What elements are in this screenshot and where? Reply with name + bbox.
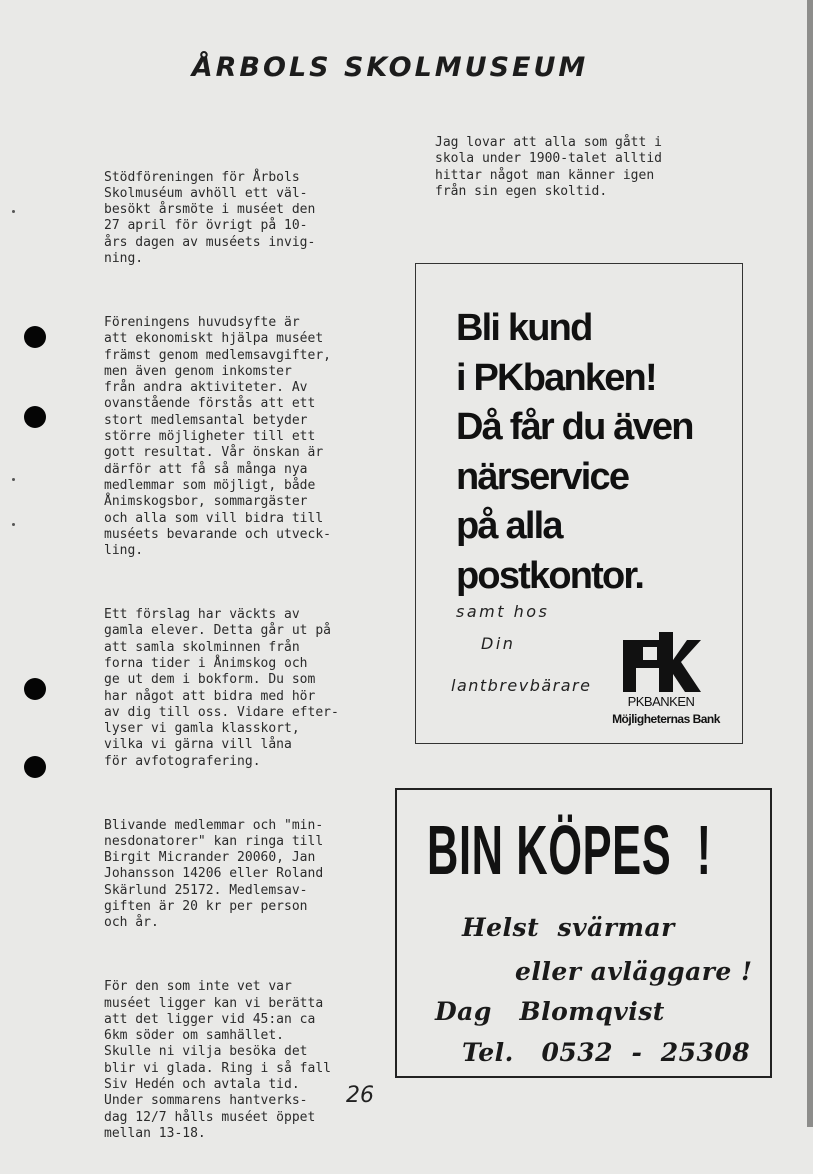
bin-kopes-ad bbox=[395, 788, 772, 1078]
bin-line-eller: eller avläggare ! bbox=[515, 957, 753, 986]
pkbanken-brand: PKBANKEN bbox=[627, 694, 695, 709]
page-title: ÅRBOLS SKOLMUSEUM bbox=[191, 52, 589, 83]
paragraph-annual-meeting: Stödföreningen för Årbols Skolmuséum avhöll ett väl- besökt årsmöte i muséet den 27 april för övrigt på 10- års dagen av muséets invig- ning. bbox=[104, 169, 316, 267]
handwritten-din: Din bbox=[481, 634, 516, 653]
pkbanken-logo-icon bbox=[621, 632, 701, 692]
right-column-text: Jag lovar att alla som gått i skola under 1900-talet alltid hittar något man känner igen från sin egen skoltid. bbox=[435, 135, 662, 199]
punch-hole-2 bbox=[24, 406, 46, 428]
speck bbox=[12, 478, 15, 481]
paragraph-purpose: Föreningens huvudsyfte är att ekonomiskt hjälpa muséet främst genom medlemsavgifter, men även genom inkomster från andra aktiviteter. Av ovanstående förstås att ett stort medlemsantal betyder större möjligheter till ett gott resultat. Vår önskan är därför att få så många nya medlemmar som möjligt, både Ånimskogsbor, sommargäster och alla som vill bidra till muséets bevarande och utveck- ling. bbox=[104, 314, 331, 559]
left-column bbox=[104, 137, 404, 1174]
bin-line-helst: Helst svärmar bbox=[462, 913, 675, 942]
page-edge bbox=[807, 0, 813, 1127]
punch-hole-4 bbox=[24, 756, 46, 778]
paragraph-proposal: Ett förslag har väckts av gamla elever. Detta går ut på att samla skolminnen från forna tider i Ånimskog och ge ut dem i bokform. Du som har något att bidra med hör av dig till oss. Vidare efter- lyser vi gamla klasskort, vilka vi gärna vill låna för avfotografering. bbox=[104, 607, 339, 769]
pkbanken-ad bbox=[415, 263, 743, 744]
handwritten-samt-hos: samt hos bbox=[456, 602, 550, 621]
speck bbox=[12, 523, 15, 526]
bin-kopes-headline: BIN KÖPES ! bbox=[427, 811, 712, 889]
page-number: 26 bbox=[346, 1083, 374, 1108]
bin-line-name: Dag Blomqvist bbox=[435, 997, 665, 1026]
punch-hole-1 bbox=[24, 326, 46, 348]
bin-line-phone: Tel. 0532 - 25308 bbox=[462, 1038, 751, 1067]
pkbanken-headline: Bli kund i PKbanken! Då får du även närservice på alla postkontor. bbox=[456, 307, 693, 597]
pkbanken-tagline: Möjligheternas Bank bbox=[612, 712, 720, 726]
handwritten-lantbrevbarare: lantbrevbärare bbox=[451, 676, 592, 695]
paragraph-membership: Blivande medlemmar och "min- nesdonatorer" kan ringa till Birgit Micrander 20060, Jan Johansson 14206 eller Roland Skärlund 25172. Medlemsav- giften är 20 kr per person och år. bbox=[104, 817, 324, 931]
speck bbox=[12, 210, 15, 213]
paragraph-location: För den som inte vet var muséet ligger kan vi berätta att det ligger vid 45:an ca 6km söder om samhället. Skulle ni vilja besöka det blir vi glada. Ring i så fall Siv Hedén och avtala tid. Under sommarens hantverks- dag 12/7 hålls muséet öppet mellan 13-18. bbox=[104, 979, 331, 1141]
punch-hole-3 bbox=[24, 678, 46, 700]
